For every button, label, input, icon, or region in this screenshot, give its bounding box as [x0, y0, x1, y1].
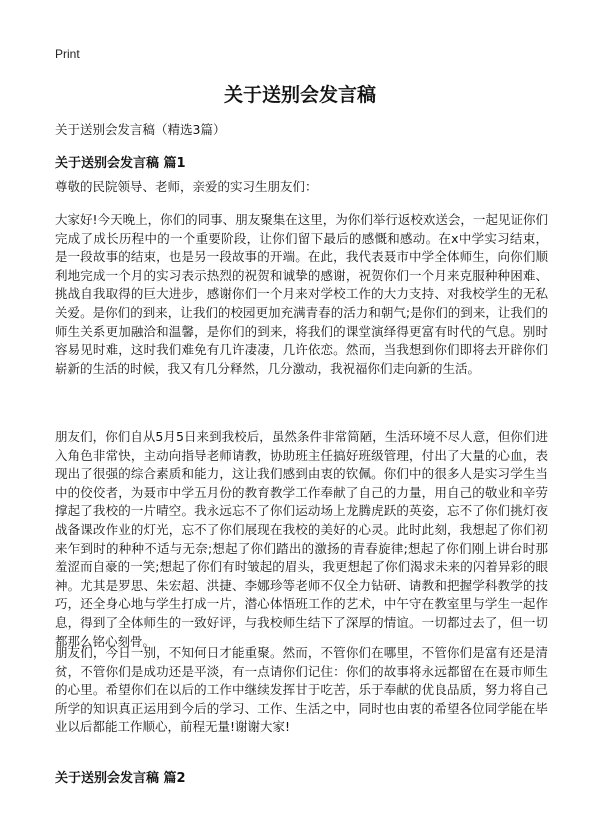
- greeting-paragraph: 尊敬的民院领导、老师，亲爱的实习生朋友们：: [55, 179, 318, 194]
- document-subtitle: 关于送别会发言稿（精选3篇）: [55, 122, 226, 137]
- section-heading-2: 关于送别会发言稿 篇2: [55, 771, 186, 786]
- body-paragraph-1: 大家好!今天晚上，你们的同事、朋友聚集在这里，为你们举行返校欢送会，一起见证你们完成了成长历程中的一个重要阶段，让你们留下最后的感慨和感动。在x中学实习结束，是一段故事的结束，也是另一段故事的开端。在此，我代表聂市中学全体师生，向你们顺利地完成一个月的实习表示热烈的祝贺和诚挚的感谢，祝贺你们一个月来克服种种困难、挑战自我取得的巨大进步，感谢你们一个月来对学校工作的大力支持、对我校学生的无私关爱。是你们的到来，让我们的校园更加充满青春的活力和朝气;是你们的到来，让我们的师生关系更加融洽和温馨，是你们的到来，将我们的课堂演绎得更富有时代的气息。别时容易见时难，这时我们难免有几许凄凄，几许依恋。然而，当我想到你们即将去开辟你们崭新的生活的时候，我又有几分释然，几分激动，我祝福你们走向新的生活。: [55, 212, 548, 376]
- document-title: 关于送别会发言稿: [223, 84, 376, 106]
- section-heading-1: 关于送别会发言稿 篇1: [55, 156, 186, 171]
- body-paragraph-2: 朋友们，你们自从5月5日来到我校后，虽然条件非常简陋，生活环境不尽人意，但你们进入角色非常快，主动向指导老师请教，协助班主任搞好班级管理，付出了大量的心血，表现出了很强的综合素质和能力，这让我们感到由衷的钦佩。你们中的很多人是实习学生当中的佼佼者，为聂市中学五月份的教育教学工作奉献了自己的力量，用自己的敬业和辛劳撑起了我校的一片晴空。我永远忘不了你们运动场上龙腾虎跃的英姿，忘不了你们挑灯夜战备课改作业的灯光，忘不了你们展现在我校的美好的心灵。此时此刻，我想起了你们初来乍到时的种种不适与无奈;想起了你们踏出的激扬的青春旋律;想起了你们刚上讲台时那羞涩而自豪的一笑;想起了你们有时皱起的眉头，我更想起了你们渴求未来的闪着异彩的眼神。尤其是罗思、朱宏超、洪捷、李娜珍等老师不仅全力钻研、请教和把握学科教学的技巧，还全身心地与学生打成一片，潜心体悟班工作的艺术，中午守在教室里与学生一起作息，得到了全体师生的一致好评，与我校师生结下了深厚的情谊。一切都过去了，但一切都那么铭心刻骨。: [55, 429, 548, 649]
- body-paragraph-3: 朋友们，今日一别，不知何日才能重聚。然而，不管你们在哪里，不管你们是富有还是清贫，不管你们是成功还是平淡，有一点请你们记住：你们的故事将永远都留在在聂市师生的心里。希望你们在以后的工作中继续发挥甘于吃苦，乐于奉献的优良品质，努力将自己所学的知识真正运用到今后的学习、工作、生活之中，同时也由衷的希望各位同学能在毕业以后都能工作顺心，前程无量!谢谢大家!: [55, 645, 548, 735]
- print-link[interactable]: Print: [55, 47, 80, 61]
